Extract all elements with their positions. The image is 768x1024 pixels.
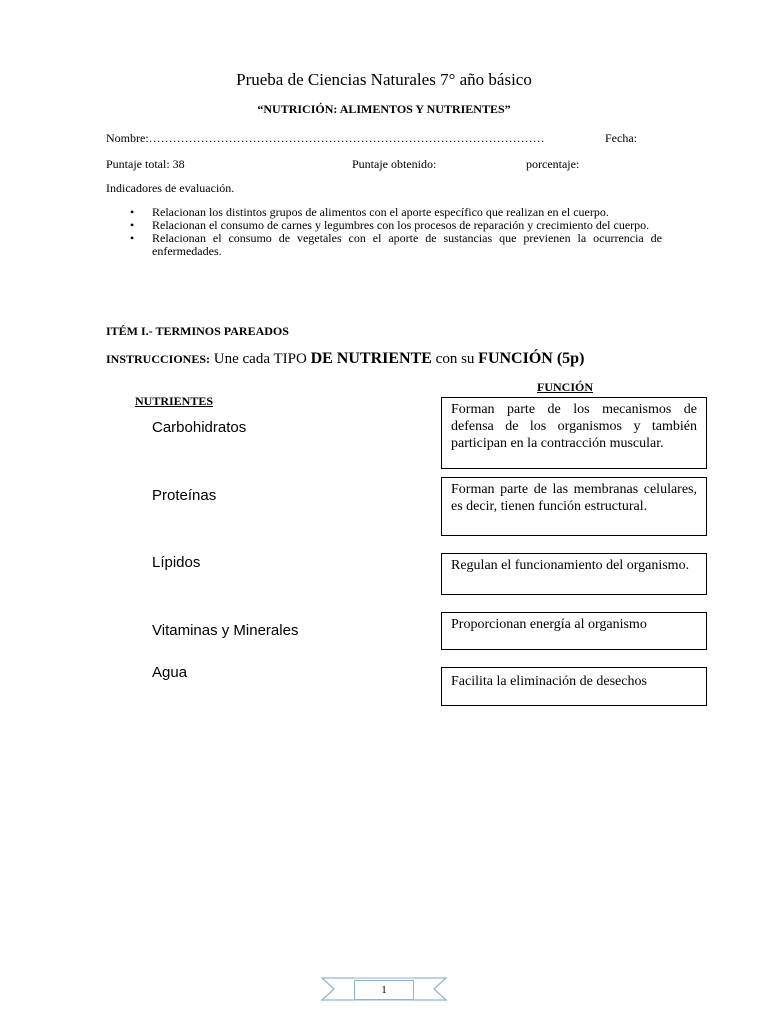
page-subtitle: “NUTRICIÓN: ALIMENTOS Y NUTRIENTES”: [257, 102, 511, 116]
indicator-item: • Relacionan el consumo de vegetales con el aporte de sustancias que previenen la ocurrencia de enfermedades.: [128, 232, 662, 258]
indicator-item: • Relacionan los distintos grupos de alimentos con el aporte específico que realizan en el cuerpo.: [128, 206, 662, 219]
function-box-4: Proporcionan energía al organismo: [441, 612, 707, 650]
instructions-bold-2: FUNCIÓN (5p): [478, 350, 585, 367]
percentage-label: porcentaje:: [526, 157, 580, 171]
instructions-bold-1: DE NUTRIENTE: [310, 350, 432, 367]
instructions-text-1: Une cada TIPO: [210, 351, 311, 367]
function-box-5: Facilita la eliminación de desechos: [441, 667, 707, 706]
indicators-heading: Indicadores de evaluación.: [106, 181, 235, 195]
function-box-1: Forman parte de los mecanismos de defensa de los organismos y también participan en la contracción muscular.: [441, 397, 707, 469]
functions-header: FUNCIÓN: [537, 380, 593, 394]
indicators-list: [128, 206, 662, 258]
nutrient-proteinas: Proteínas: [152, 487, 217, 504]
obtained-score-label: Puntaje obtenido:: [352, 157, 437, 171]
indicator-item: • Relacionan el consumo de carnes y legumbres con los procesos de reparación y crecimiento del cuerpo.: [128, 219, 662, 232]
total-score: Puntaje total: 38: [106, 157, 185, 171]
page-number: 1: [354, 980, 414, 1000]
page-title: Prueba de Ciencias Naturales 7° año básico: [236, 70, 532, 89]
instructions: [106, 350, 584, 368]
item-title: ITÉM I.- TERMINOS PAREADOS: [106, 324, 289, 338]
function-box-2: Forman parte de las membranas celulares, es decir, tienen función estructural.: [441, 477, 707, 536]
nutrient-carbohidratos: Carbohidratos: [152, 419, 247, 436]
nutrient-vitaminas-minerales: Vitaminas y Minerales: [152, 622, 299, 639]
function-box-3: Regulan el funcionamiento del organismo.: [441, 553, 707, 595]
nutrient-agua: Agua: [152, 664, 188, 681]
instructions-text-2: con su: [431, 351, 479, 367]
date-field-label: Fecha:: [605, 131, 637, 145]
name-field-label: Nombre:………………………………………………………………………………………: [106, 131, 545, 145]
instructions-label: INSTRUCCIONES:: [106, 352, 211, 366]
nutrient-lipidos: Lípidos: [152, 554, 201, 571]
page-number-footer: [320, 975, 448, 1003]
nutrients-header: NUTRIENTES: [135, 394, 214, 408]
